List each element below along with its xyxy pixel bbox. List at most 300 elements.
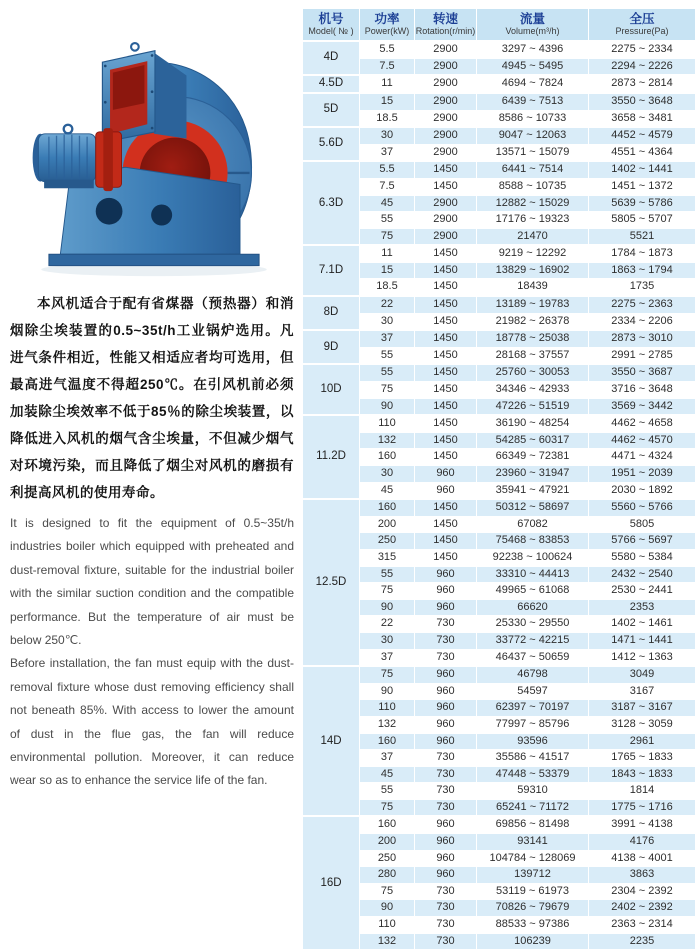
power-cell: 15 [360,262,415,279]
volume-cell: 35941 ~ 47921 [477,482,589,499]
rotation-cell: 960 [415,716,477,733]
rotation-cell: 1450 [415,432,477,449]
rotation-cell: 730 [415,883,477,900]
column-header-en: Model( № ) [308,26,354,37]
volume-cell: 50312 ~ 58697 [477,499,589,516]
table-row [303,616,696,633]
table-row [303,75,696,93]
volume-cell: 21982 ~ 26378 [477,313,589,330]
table-row [303,58,696,75]
table-row [303,750,696,767]
table-row [303,212,696,229]
rotation-cell: 2900 [415,75,477,93]
volume-cell: 13829 ~ 16902 [477,262,589,279]
left-column [0,8,302,950]
table-row [303,161,696,178]
pressure-cell: 3991 ~ 4138 [589,816,696,833]
table-row [303,566,696,583]
volume-cell: 54597 [477,683,589,700]
power-cell: 30 [360,313,415,330]
volume-cell: 9219 ~ 12292 [477,245,589,262]
pressure-cell: 2873 ~ 3010 [589,330,696,347]
model-cell: 8D [303,296,360,330]
model-cell: 12.5D [303,499,360,666]
rotation-cell: 960 [415,700,477,717]
pressure-cell: 2353 [589,599,696,616]
volume-cell: 17176 ~ 19323 [477,212,589,229]
power-cell: 45 [360,195,415,212]
power-cell: 11 [360,245,415,262]
volume-cell: 3297 ~ 4396 [477,41,589,58]
volume-cell: 25330 ~ 29550 [477,616,589,633]
table-row [303,716,696,733]
pressure-cell: 5766 ~ 5697 [589,533,696,550]
power-cell: 75 [360,666,415,683]
volume-cell: 54285 ~ 60317 [477,432,589,449]
volume-cell: 46437 ~ 50659 [477,649,589,666]
volume-cell: 13571 ~ 15079 [477,144,589,161]
power-cell: 55 [360,212,415,229]
column-header [477,9,589,42]
volume-cell: 18778 ~ 25038 [477,330,589,347]
rotation-cell: 960 [415,683,477,700]
rotation-cell: 2900 [415,127,477,144]
pressure-cell: 2294 ~ 2226 [589,58,696,75]
table-row [303,228,696,245]
volume-cell: 28168 ~ 37557 [477,347,589,364]
volume-cell: 4945 ~ 5495 [477,58,589,75]
volume-cell: 93596 [477,733,589,750]
power-cell: 11 [360,75,415,93]
pressure-cell: 2402 ~ 2392 [589,900,696,917]
pressure-cell: 4138 ~ 4001 [589,850,696,867]
rotation-cell: 2900 [415,93,477,110]
table-row [303,432,696,449]
volume-cell: 33772 ~ 42215 [477,632,589,649]
power-cell: 5.5 [360,161,415,178]
pressure-cell: 2873 ~ 2814 [589,75,696,93]
volume-cell: 34346 ~ 42933 [477,382,589,399]
rotation-cell: 960 [415,466,477,483]
table-row [303,683,696,700]
rotation-cell: 1450 [415,364,477,381]
power-cell: 280 [360,867,415,884]
power-cell: 160 [360,733,415,750]
volume-cell: 106239 [477,933,589,950]
table-row [303,883,696,900]
table-row [303,583,696,600]
pressure-cell: 1863 ~ 1794 [589,262,696,279]
pressure-cell: 3716 ~ 3648 [589,382,696,399]
column-header-en: Volume(m³/h) [505,26,560,37]
pressure-cell: 2304 ~ 2392 [589,883,696,900]
power-cell: 55 [360,347,415,364]
volume-cell: 12882 ~ 15029 [477,195,589,212]
power-cell: 22 [360,616,415,633]
table-row [303,382,696,399]
table-row [303,330,696,347]
pressure-cell: 3187 ~ 3167 [589,700,696,717]
pressure-cell: 5639 ~ 5786 [589,195,696,212]
model-cell: 16D [303,816,360,949]
rotation-cell: 730 [415,917,477,934]
rotation-cell: 730 [415,783,477,800]
volume-cell: 69856 ~ 81498 [477,816,589,833]
pressure-cell: 1451 ~ 1372 [589,178,696,195]
power-cell: 37 [360,330,415,347]
rotation-cell: 1450 [415,347,477,364]
rotation-cell: 1450 [415,296,477,313]
power-cell: 75 [360,883,415,900]
rotation-cell: 1450 [415,178,477,195]
table-row [303,499,696,516]
model-cell: 4.5D [303,75,360,93]
pressure-cell: 1775 ~ 1716 [589,799,696,816]
product-photo [8,22,300,280]
volume-cell: 66349 ~ 72381 [477,449,589,466]
rotation-cell: 960 [415,733,477,750]
table-row [303,816,696,833]
rotation-cell: 960 [415,666,477,683]
power-cell: 75 [360,583,415,600]
rotation-cell: 2900 [415,58,477,75]
table-row [303,549,696,566]
rotation-cell: 730 [415,766,477,783]
power-cell: 22 [360,296,415,313]
rotation-cell: 960 [415,834,477,851]
column-header [589,9,696,42]
power-cell: 7.5 [360,58,415,75]
power-cell: 75 [360,382,415,399]
table-row [303,279,696,296]
power-cell: 18.5 [360,110,415,127]
rotation-cell: 1450 [415,549,477,566]
pressure-cell: 4462 ~ 4570 [589,432,696,449]
spec-table [302,8,696,950]
volume-cell: 49965 ~ 61068 [477,583,589,600]
power-cell: 250 [360,533,415,550]
pressure-cell: 4176 [589,834,696,851]
pressure-cell: 2363 ~ 2314 [589,917,696,934]
pressure-cell: 3550 ~ 3687 [589,364,696,381]
rotation-cell: 1450 [415,499,477,516]
volume-cell: 65241 ~ 71172 [477,799,589,816]
model-cell: 6.3D [303,161,360,245]
column-header [360,9,415,42]
table-row [303,466,696,483]
rotation-cell: 1450 [415,262,477,279]
pressure-cell: 1765 ~ 1833 [589,750,696,767]
power-cell: 200 [360,516,415,533]
power-cell: 132 [360,432,415,449]
table-row [303,398,696,415]
pressure-cell: 5560 ~ 5766 [589,499,696,516]
table-row [303,262,696,279]
volume-cell: 77997 ~ 85796 [477,716,589,733]
rotation-cell: 1450 [415,449,477,466]
rotation-cell: 1450 [415,533,477,550]
volume-cell: 6439 ~ 7513 [477,93,589,110]
pressure-cell: 3569 ~ 3442 [589,398,696,415]
table-row [303,313,696,330]
pressure-cell: 3863 [589,867,696,884]
pressure-cell: 2235 [589,933,696,950]
power-cell: 45 [360,482,415,499]
pressure-cell: 2961 [589,733,696,750]
model-cell: 9D [303,330,360,364]
power-cell: 90 [360,900,415,917]
column-header-cn: 全压 [629,12,655,26]
power-cell: 55 [360,364,415,381]
rotation-cell: 730 [415,799,477,816]
power-cell: 45 [360,766,415,783]
power-cell: 75 [360,228,415,245]
table-row [303,599,696,616]
pressure-cell: 4462 ~ 4658 [589,415,696,432]
model-cell: 4D [303,41,360,75]
model-cell: 10D [303,364,360,415]
volume-cell: 25760 ~ 30053 [477,364,589,381]
rotation-cell: 2900 [415,41,477,58]
volume-cell: 139712 [477,867,589,884]
table-row [303,127,696,144]
pressure-cell: 1402 ~ 1461 [589,616,696,633]
rotation-cell: 730 [415,616,477,633]
volume-cell: 66620 [477,599,589,616]
pressure-cell: 1951 ~ 2039 [589,466,696,483]
model-cell: 14D [303,666,360,816]
table-row [303,834,696,851]
power-cell: 315 [360,549,415,566]
table-row [303,41,696,58]
table-row [303,766,696,783]
pressure-cell: 2530 ~ 2441 [589,583,696,600]
power-cell: 160 [360,816,415,833]
rotation-cell: 1450 [415,330,477,347]
rotation-cell: 2900 [415,195,477,212]
rotation-cell: 1450 [415,415,477,432]
table-row [303,93,696,110]
rotation-cell: 730 [415,900,477,917]
volume-cell: 18439 [477,279,589,296]
description-chinese: 本风机适合于配有省煤器（预热器）和消烟除尘埃装置的0.5~35t/h工业锅炉选用。凡进气条件相近，性能又相适应者均可选用，但最高进气温度不得超250℃。在引风机前必须加装除尘埃效率不低于85％的除尘埃装置，以降低进入风机的烟气含尘埃量，不但减少烟气对环境污染，而且降低了烟尘对风机的磨损有利提高风机的使用寿命。 [10,296,294,500]
power-cell: 132 [360,933,415,950]
pressure-cell: 4452 ~ 4579 [589,127,696,144]
volume-cell: 47448 ~ 53379 [477,766,589,783]
rotation-cell: 2900 [415,212,477,229]
pressure-cell: 2275 ~ 2334 [589,41,696,58]
table-row [303,516,696,533]
power-cell: 110 [360,917,415,934]
rotation-cell: 960 [415,599,477,616]
pressure-cell: 4551 ~ 4364 [589,144,696,161]
rotation-cell: 730 [415,632,477,649]
power-cell: 37 [360,649,415,666]
table-row [303,850,696,867]
power-cell: 15 [360,93,415,110]
power-cell: 90 [360,599,415,616]
power-cell: 30 [360,127,415,144]
column-header-cn: 转速 [432,12,458,26]
power-cell: 7.5 [360,178,415,195]
pressure-cell: 2991 ~ 2785 [589,347,696,364]
pressure-cell: 2432 ~ 2540 [589,566,696,583]
rotation-cell: 960 [415,566,477,583]
rotation-cell: 730 [415,649,477,666]
rotation-cell: 1450 [415,279,477,296]
pressure-cell: 3658 ~ 3481 [589,110,696,127]
volume-cell: 93141 [477,834,589,851]
pressure-cell: 1471 ~ 1441 [589,632,696,649]
volume-cell: 62397 ~ 70197 [477,700,589,717]
volume-cell: 21470 [477,228,589,245]
rotation-cell: 2900 [415,228,477,245]
column-header-cn: 机号 [318,12,344,26]
pressure-cell: 1784 ~ 1873 [589,245,696,262]
volume-cell: 75468 ~ 83853 [477,533,589,550]
volume-cell: 8588 ~ 10735 [477,178,589,195]
table-row [303,245,696,262]
table-row [303,917,696,934]
rotation-cell: 1450 [415,245,477,262]
table-row [303,799,696,816]
power-cell: 5.5 [360,41,415,58]
pressure-cell: 1814 [589,783,696,800]
power-cell: 110 [360,700,415,717]
table-row [303,783,696,800]
pressure-cell: 2275 ~ 2363 [589,296,696,313]
volume-cell: 88533 ~ 97386 [477,917,589,934]
column-header-en: Rotation(r/min) [415,26,476,37]
volume-cell: 46798 [477,666,589,683]
volume-cell: 9047 ~ 12063 [477,127,589,144]
pressure-cell: 5580 ~ 5384 [589,549,696,566]
pressure-cell: 4471 ~ 4324 [589,449,696,466]
model-cell: 5D [303,93,360,127]
table-row [303,296,696,313]
table-row [303,666,696,683]
model-cell: 7.1D [303,245,360,296]
description-english-paragraph-2: Before installation, the fan must equip with the dust-removal fixture whose dust removing efficiency shall not beneath 85%. With access to lower the amount of dust in the flue gas, the fan will reduce environmental pollution. Moreover, it can reduce wear so as to enhance the service life of the fan. [10,656,294,788]
power-cell: 90 [360,683,415,700]
table-row [303,178,696,195]
table-row [303,632,696,649]
pressure-cell: 1402 ~ 1441 [589,161,696,178]
column-header [415,9,477,42]
table-row [303,415,696,432]
table-row [303,195,696,212]
description-english-paragraph-1: It is designed to fit the equipment of 0.5~35t/h industries boiler which equipped with preheated and dust-removal fixture, suitable for the industrial boiler with the similar suction condition and the compatible performance. But the temperature of air must be below 250℃. [10,516,294,647]
volume-cell: 70826 ~ 79679 [477,900,589,917]
power-cell: 55 [360,566,415,583]
power-cell: 200 [360,834,415,851]
rotation-cell: 730 [415,750,477,767]
power-cell: 37 [360,750,415,767]
volume-cell: 67082 [477,516,589,533]
rotation-cell: 2900 [415,144,477,161]
volume-cell: 33310 ~ 44413 [477,566,589,583]
power-cell: 110 [360,415,415,432]
right-column [302,8,696,950]
power-cell: 30 [360,466,415,483]
table-row [303,533,696,550]
pressure-cell: 2030 ~ 1892 [589,482,696,499]
power-cell: 18.5 [360,279,415,296]
volume-cell: 8586 ~ 10733 [477,110,589,127]
power-cell: 160 [360,449,415,466]
pressure-cell: 1843 ~ 1833 [589,766,696,783]
pressure-cell: 3550 ~ 3648 [589,93,696,110]
pressure-cell: 5805 [589,516,696,533]
power-cell: 37 [360,144,415,161]
column-header-cn: 流量 [519,12,545,26]
volume-cell: 92238 ~ 100624 [477,549,589,566]
rotation-cell: 960 [415,583,477,600]
table-row [303,482,696,499]
rotation-cell: 960 [415,850,477,867]
power-cell: 132 [360,716,415,733]
spec-table-header [303,9,696,42]
column-header-en: Pressure(Pa) [615,26,669,37]
table-row [303,700,696,717]
power-cell: 55 [360,783,415,800]
power-cell: 30 [360,632,415,649]
rotation-cell: 1450 [415,313,477,330]
pressure-cell: 3128 ~ 3059 [589,716,696,733]
volume-cell: 104784 ~ 128069 [477,850,589,867]
volume-cell: 23960 ~ 31947 [477,466,589,483]
table-row [303,933,696,950]
power-cell: 160 [360,499,415,516]
rotation-cell: 1450 [415,382,477,399]
power-cell: 90 [360,398,415,415]
rotation-cell: 960 [415,482,477,499]
model-cell: 5.6D [303,127,360,161]
pressure-cell: 5805 ~ 5707 [589,212,696,229]
power-cell: 75 [360,799,415,816]
rotation-cell: 730 [415,933,477,950]
centrifugal-fan-illustration [8,22,300,280]
pressure-cell: 5521 [589,228,696,245]
table-row [303,110,696,127]
table-row [303,144,696,161]
table-row [303,364,696,381]
model-cell: 11.2D [303,415,360,499]
rotation-cell: 960 [415,816,477,833]
volume-cell: 53119 ~ 61973 [477,883,589,900]
volume-cell: 47226 ~ 51519 [477,398,589,415]
rotation-cell: 2900 [415,110,477,127]
table-row [303,649,696,666]
volume-cell: 35586 ~ 41517 [477,750,589,767]
table-row [303,900,696,917]
volume-cell: 4694 ~ 7824 [477,75,589,93]
table-row [303,449,696,466]
pressure-cell: 3049 [589,666,696,683]
volume-cell: 6441 ~ 7514 [477,161,589,178]
table-row [303,347,696,364]
column-header-en: Power(kW) [364,26,410,37]
volume-cell: 13189 ~ 19783 [477,296,589,313]
column-header-cn: 功率 [374,12,400,26]
table-row [303,867,696,884]
power-cell: 250 [360,850,415,867]
pressure-cell: 2334 ~ 2206 [589,313,696,330]
volume-cell: 59310 [477,783,589,800]
table-row [303,733,696,750]
rotation-cell: 1450 [415,398,477,415]
rotation-cell: 960 [415,867,477,884]
